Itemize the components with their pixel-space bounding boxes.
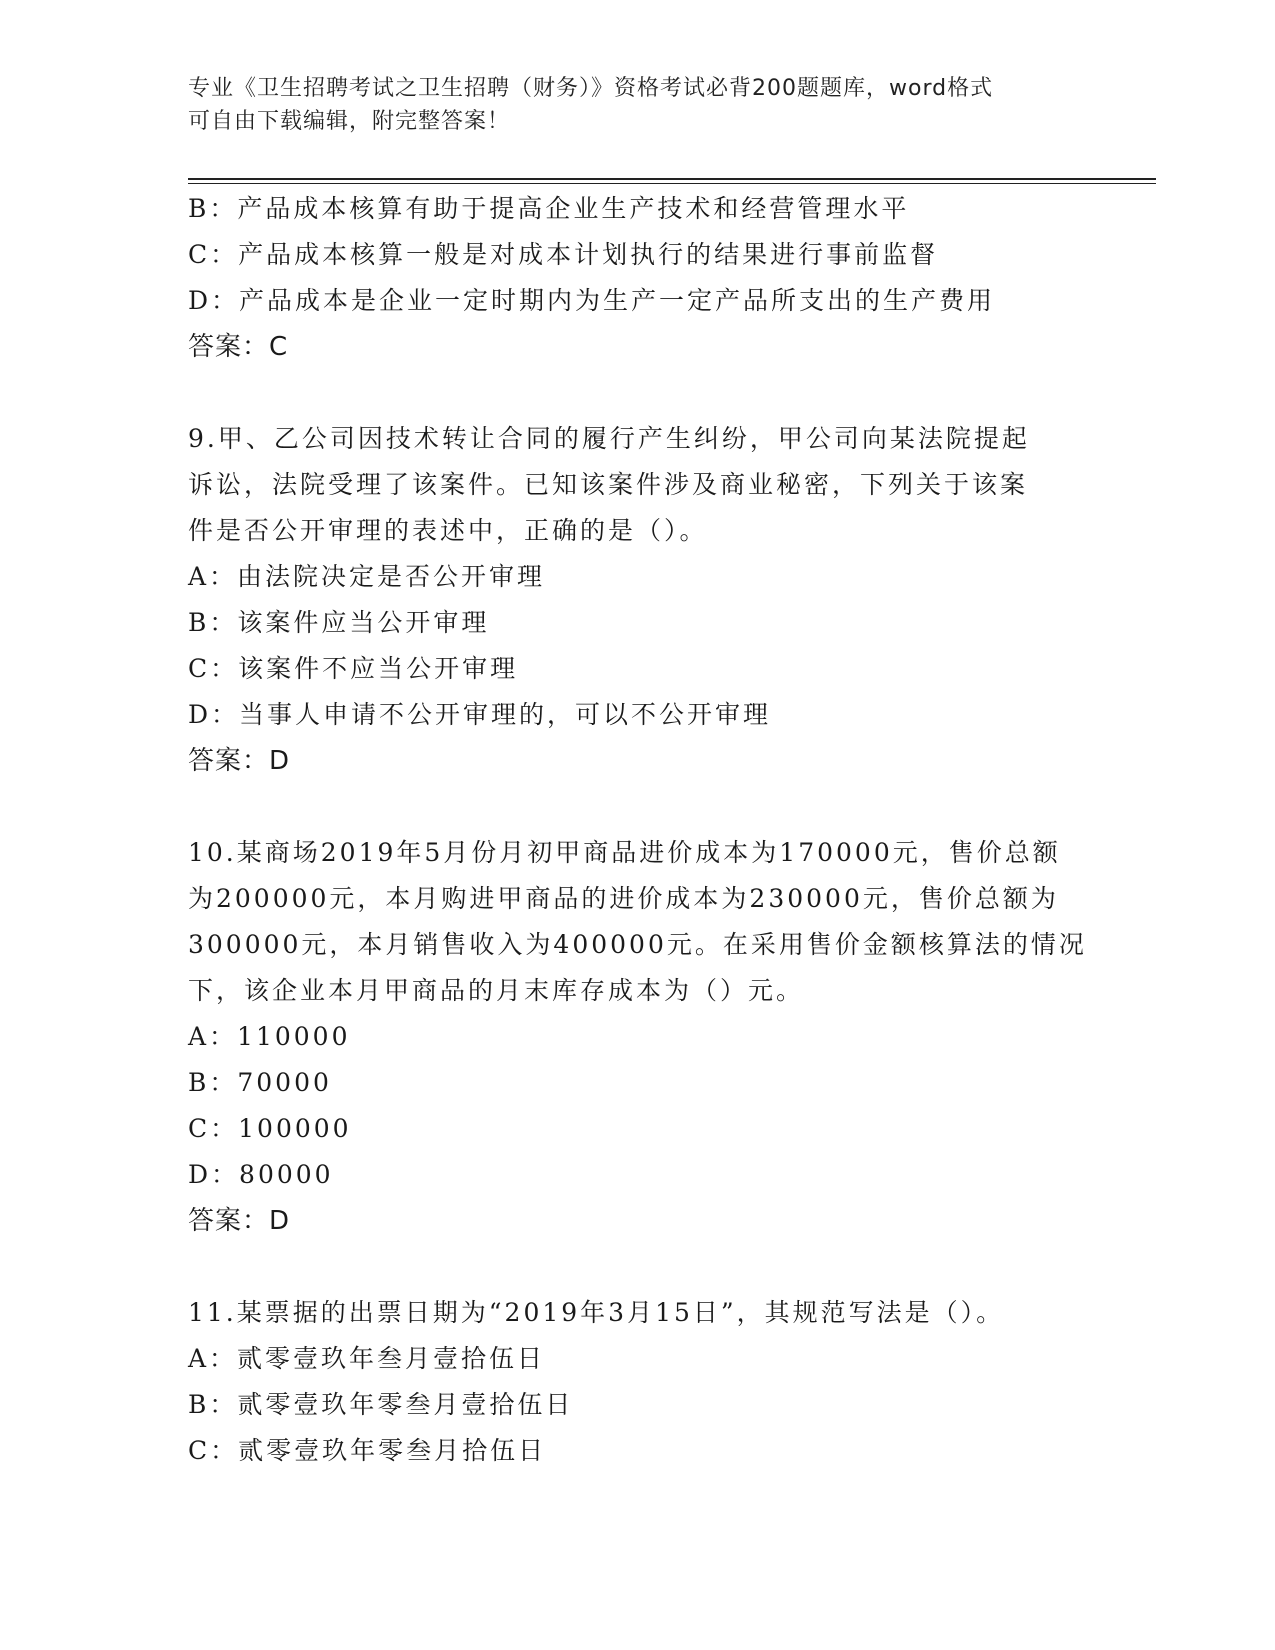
option-d: D：当事人申请不公开审理的，可以不公开审理 (188, 700, 772, 729)
question-text-line: 为200000元，本月购进甲商品的进价成本为230000元，售价总额为 (188, 884, 1059, 913)
option-d: D：80000 (188, 1160, 334, 1189)
option-d: D：产品成本是企业一定时期内为生产一定产品所支出的生产费用 (188, 286, 996, 315)
option-c: C：产品成本核算一般是对成本计划执行的结果进行事前监督 (188, 240, 939, 269)
option-a: A：110000 (188, 1022, 351, 1051)
question-spacer (188, 370, 1088, 416)
option-b: B：产品成本核算有助于提高企业生产技术和经营管理水平 (188, 194, 910, 223)
question-text-line: 9.甲、乙公司因技术转让合同的履行产生纠纷，甲公司向某法院提起 (188, 424, 1030, 453)
question-spacer (188, 1244, 1088, 1290)
question-11 (188, 1290, 1088, 1474)
answer-line: 答案：D (188, 746, 291, 776)
question-text-line: 300000元，本月销售收入为400000元。在采用售价金额核算法的情况 (188, 930, 1087, 959)
option-b: B：70000 (188, 1068, 332, 1097)
question-text-line: 件是否公开审理的表述中，正确的是（）。 (188, 516, 708, 545)
answer-line: 答案：D (188, 1206, 291, 1236)
option-c: C：该案件不应当公开审理 (188, 654, 519, 683)
question-text-line: 下，该企业本月甲商品的月末库存成本为（）元。 (188, 976, 805, 1005)
header-divider-thick (188, 178, 1156, 180)
header-title-line-2: 可自由下载编辑，附完整答案！ (188, 109, 511, 134)
option-b: B：该案件应当公开审理 (188, 608, 490, 637)
header-divider-thin (188, 183, 1156, 184)
option-c: C：贰零壹玖年零叁月拾伍日 (188, 1436, 547, 1465)
header-title-line-1: 专业《卫生招聘考试之卫生招聘（财务）》资格考试必背200题题库，word格式 (188, 76, 994, 101)
document-header (188, 72, 1088, 138)
option-b: B：贰零壹玖年零叁月壹拾伍日 (188, 1390, 574, 1419)
question-text-line: 10.某商场2019年5月份月初甲商品进价成本为170000元，售价总额 (188, 838, 1061, 867)
question-text-line: 诉讼，法院受理了该案件。已知该案件涉及商业秘密，下列关于该案 (188, 470, 1029, 499)
option-c: C：100000 (188, 1114, 352, 1143)
question-10 (188, 830, 1088, 1244)
answer-line: 答案：C (188, 332, 289, 362)
question-text-line: 11.某票据的出票日期为“2019年3月15日”，其规范写法是（）。 (188, 1298, 1005, 1327)
question-8-continued (188, 186, 1088, 370)
question-9 (188, 416, 1088, 784)
question-spacer (188, 784, 1088, 830)
option-a: A：由法院决定是否公开审理 (188, 562, 546, 591)
question-list (188, 186, 1088, 1474)
option-a: A：贰零壹玖年叁月壹拾伍日 (188, 1344, 546, 1373)
